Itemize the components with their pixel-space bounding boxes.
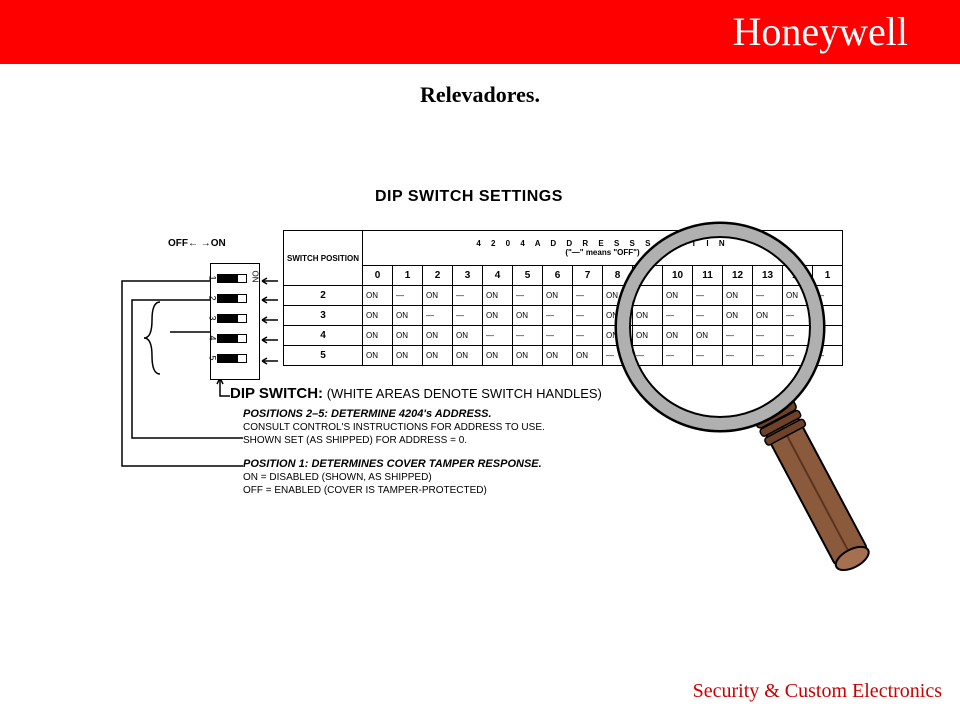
- switch-position-cell: 5: [284, 346, 363, 366]
- switch-position-cell: 2: [284, 286, 363, 306]
- dip-switch-note: (WHITE AREAS DENOTE SWITCH HANDLES): [326, 386, 602, 401]
- positions-2-5-line1: CONSULT CONTROL'S INSTRUCTIONS FOR ADDRESS TO USE.: [243, 422, 545, 433]
- setting-cell: —: [693, 306, 723, 326]
- address-column-header: 7: [573, 266, 603, 286]
- setting-cell: ON: [393, 346, 423, 366]
- address-column-header: 8: [603, 266, 633, 286]
- setting-cell: ON: [633, 306, 663, 326]
- setting-cell: —: [633, 346, 663, 366]
- address-column-header: 12: [723, 266, 753, 286]
- address-column-header: 10: [663, 266, 693, 286]
- switch-position-cell: 3: [284, 306, 363, 326]
- setting-cell: —: [453, 286, 483, 306]
- setting-cell: ON: [483, 306, 513, 326]
- setting-cell: —: [513, 326, 543, 346]
- setting-cell: ON: [453, 346, 483, 366]
- setting-cell: —: [573, 286, 603, 306]
- off-on-label: OFF← →ON: [168, 238, 226, 249]
- address-column-header: 3: [453, 266, 483, 286]
- address-column-header: 13: [753, 266, 783, 286]
- setting-cell: —: [753, 286, 783, 306]
- dip-switch-block: [207, 263, 260, 380]
- setting-cell: ON: [753, 306, 783, 326]
- setting-cell: —: [573, 326, 603, 346]
- setting-cell: —: [663, 306, 693, 326]
- setting-cell: —: [813, 326, 843, 346]
- setting-cell: ON: [603, 286, 633, 306]
- setting-cell: ON: [393, 306, 423, 326]
- setting-cell: —: [543, 306, 573, 326]
- setting-cell: ON: [603, 306, 633, 326]
- setting-cell: ON: [783, 286, 813, 306]
- switch-5: [217, 354, 247, 363]
- footer-text: Security & Custom Electronics: [692, 680, 942, 702]
- switch-position-cell: 4: [284, 326, 363, 346]
- setting-cell: ON: [393, 326, 423, 346]
- header-bar: [0, 0, 960, 64]
- setting-cell: ON: [423, 326, 453, 346]
- setting-cell: ON: [513, 306, 543, 326]
- address-column-header: 5: [513, 266, 543, 286]
- setting-cell: ON: [483, 286, 513, 306]
- switch-number: 1: [207, 275, 218, 281]
- setting-cell: ON: [723, 286, 753, 306]
- setting-cell: —: [813, 306, 843, 326]
- address-column-header: 6: [543, 266, 573, 286]
- setting-cell: —: [723, 346, 753, 366]
- switch-number: 2: [207, 295, 218, 301]
- setting-cell: —: [483, 326, 513, 346]
- setting-cell: ON: [363, 286, 393, 306]
- setting-cell: ON: [453, 326, 483, 346]
- setting-cell: ON: [363, 306, 393, 326]
- address-column-header: 4: [483, 266, 513, 286]
- setting-cell: —: [453, 306, 483, 326]
- dip-switch-caption: [230, 385, 602, 402]
- address-column-header: 11: [693, 266, 723, 286]
- setting-cell: ON: [363, 326, 393, 346]
- setting-cell: —: [603, 346, 633, 366]
- setting-cell: ON: [663, 286, 693, 306]
- setting-cell: —: [783, 346, 813, 366]
- address-column-header: 1: [393, 266, 423, 286]
- setting-cell: —: [513, 286, 543, 306]
- setting-cell: —: [573, 306, 603, 326]
- setting-cell: —: [723, 326, 753, 346]
- setting-cell: —: [813, 286, 843, 306]
- positions-2-5-line2: SHOWN SET (AS SHIPPED) FOR ADDRESS = 0.: [243, 435, 468, 446]
- setting-cell: —: [693, 286, 723, 306]
- setting-cell: —: [693, 346, 723, 366]
- address-column-header: 0: [363, 266, 393, 286]
- setting-cell: ON: [423, 346, 453, 366]
- setting-cell: —: [753, 326, 783, 346]
- magnifying-glass-icon: [610, 215, 900, 585]
- diagram-title: DIP SWITCH SETTINGS: [375, 188, 563, 205]
- setting-cell: —: [663, 346, 693, 366]
- dip-switch-label: DIP SWITCH:: [230, 385, 324, 402]
- setting-cell: ON: [603, 326, 633, 346]
- slide-title: Relevadores.: [420, 82, 540, 107]
- setting-cell: —: [783, 326, 813, 346]
- position-1-line2: OFF = ENABLED (COVER IS TAMPER-PROTECTED): [243, 485, 487, 496]
- switch-number: 4: [207, 335, 218, 341]
- setting-cell: ON: [483, 346, 513, 366]
- setting-cell: ON: [573, 346, 603, 366]
- switch-3: [217, 314, 247, 323]
- setting-cell: ON: [543, 286, 573, 306]
- setting-cell: ON: [663, 326, 693, 346]
- setting-cell: —: [783, 306, 813, 326]
- setting-cell: ON: [513, 346, 543, 366]
- setting-cell: —: [813, 346, 843, 366]
- switch-number: 3: [207, 315, 218, 321]
- setting-cell: —: [543, 326, 573, 346]
- brand-logo: Honeywell: [732, 9, 908, 54]
- position-1-heading: POSITION 1: DETERMINES COVER TAMPER RESPONSE.: [243, 458, 542, 470]
- address-settings-header: 4 2 0 4 A D D R E S S S E T T I N ("—" means "OFF"): [363, 231, 843, 266]
- setting-cell: ON: [633, 326, 663, 346]
- positions-2-5-note: [243, 408, 545, 447]
- position-1-note: [243, 458, 542, 497]
- address-column-header: 1: [813, 266, 843, 286]
- switch-2: [217, 294, 247, 303]
- switch-1: [217, 274, 247, 283]
- address-column-header: 2: [423, 266, 453, 286]
- on-label-vertical: ON: [250, 270, 260, 283]
- setting-cell: ON: [423, 286, 453, 306]
- switch-number: 5: [207, 355, 218, 361]
- setting-cell: ON: [723, 306, 753, 326]
- setting-cell: —: [753, 346, 783, 366]
- switch-position-header: SWITCH POSITION: [284, 231, 363, 286]
- setting-cell: ON: [693, 326, 723, 346]
- setting-cell: —: [423, 306, 453, 326]
- address-column-header: 14: [783, 266, 813, 286]
- setting-cell: —: [393, 286, 423, 306]
- switch-4: [217, 334, 247, 343]
- position-1-line1: ON = DISABLED (SHOWN, AS SHIPPED): [243, 472, 432, 483]
- setting-cell: ON: [363, 346, 393, 366]
- setting-cell: ON: [543, 346, 573, 366]
- positions-2-5-heading: POSITIONS 2–5: DETERMINE 4204's ADDRESS.: [243, 408, 492, 420]
